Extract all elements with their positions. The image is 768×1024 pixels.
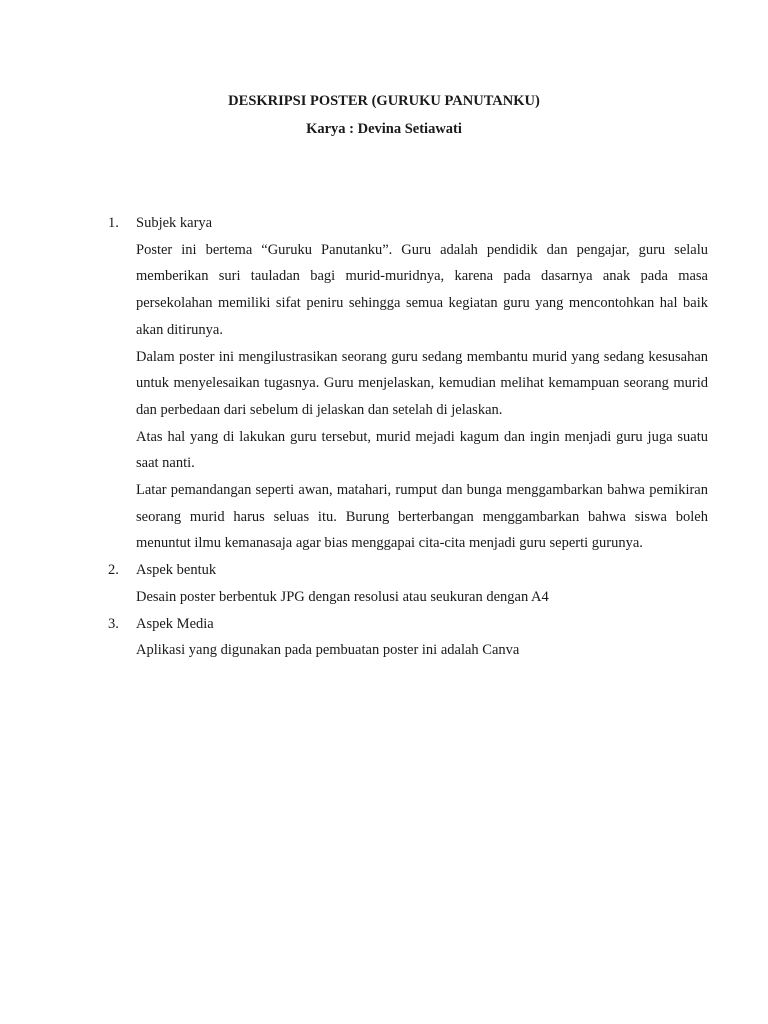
paragraph: Dalam poster ini mengilustrasikan seorang guru sedang membantu murid yang sedang kesusahan untuk menyelesaikan tugasnya. Guru menjelaskan, kemudian melihat kemampuan seorang murid dan perbedaan dari sebelum di jelaskan dan setelah di jelaskan. bbox=[136, 348, 708, 418]
document-body bbox=[108, 210, 708, 664]
section-heading: Aspek bentuk bbox=[136, 562, 217, 579]
section-number: 1. bbox=[108, 215, 119, 231]
section-heading: Subjek karya bbox=[136, 215, 213, 231]
paragraph: Desain poster berbentuk JPG dengan resolusi atau seukuran dengan A4 bbox=[136, 588, 549, 605]
paragraph: Aplikasi yang digunakan pada pembuatan poster ini adalah Canva bbox=[136, 642, 520, 659]
section-aspek-media bbox=[108, 611, 708, 638]
section-subjek-karya bbox=[108, 210, 708, 237]
document-author: Karya : Devina Setiawati bbox=[306, 121, 462, 137]
section-number: 2. bbox=[108, 562, 119, 579]
section-aspek-bentuk bbox=[108, 557, 708, 584]
section-heading: Aspek Media bbox=[136, 615, 214, 632]
section-number: 3. bbox=[108, 615, 119, 632]
document-title: DESKRIPSI POSTER (GURUKU PANUTANKU) bbox=[228, 93, 540, 109]
paragraph: Latar pemandangan seperti awan, matahari, rumput dan bunga menggambarkan bahwa pemikiran seorang murid harus seluas itu. Burung berterbangan menggambarkan bahwa siswa boleh menuntut ilmu kemanasaja agar bias menggapai cita-cita menjadi guru seperti gurunya. bbox=[136, 482, 708, 552]
paragraph: Atas hal yang di lakukan guru tersebut, murid mejadi kagum dan ingin menjadi guru juga suatu saat nanti. bbox=[136, 428, 708, 472]
paragraph: Poster ini bertema “Guruku Panutanku”. Guru adalah pendidik dan pengajar, guru selalu memberikan suri tauladan bagi murid-muridnya, karena pada dasarnya anak pada masa persekolahan memiliki sifat peniru sehingga semua kegiatan guru yang mencontohkan hal baik akan ditirunya. bbox=[136, 241, 708, 338]
